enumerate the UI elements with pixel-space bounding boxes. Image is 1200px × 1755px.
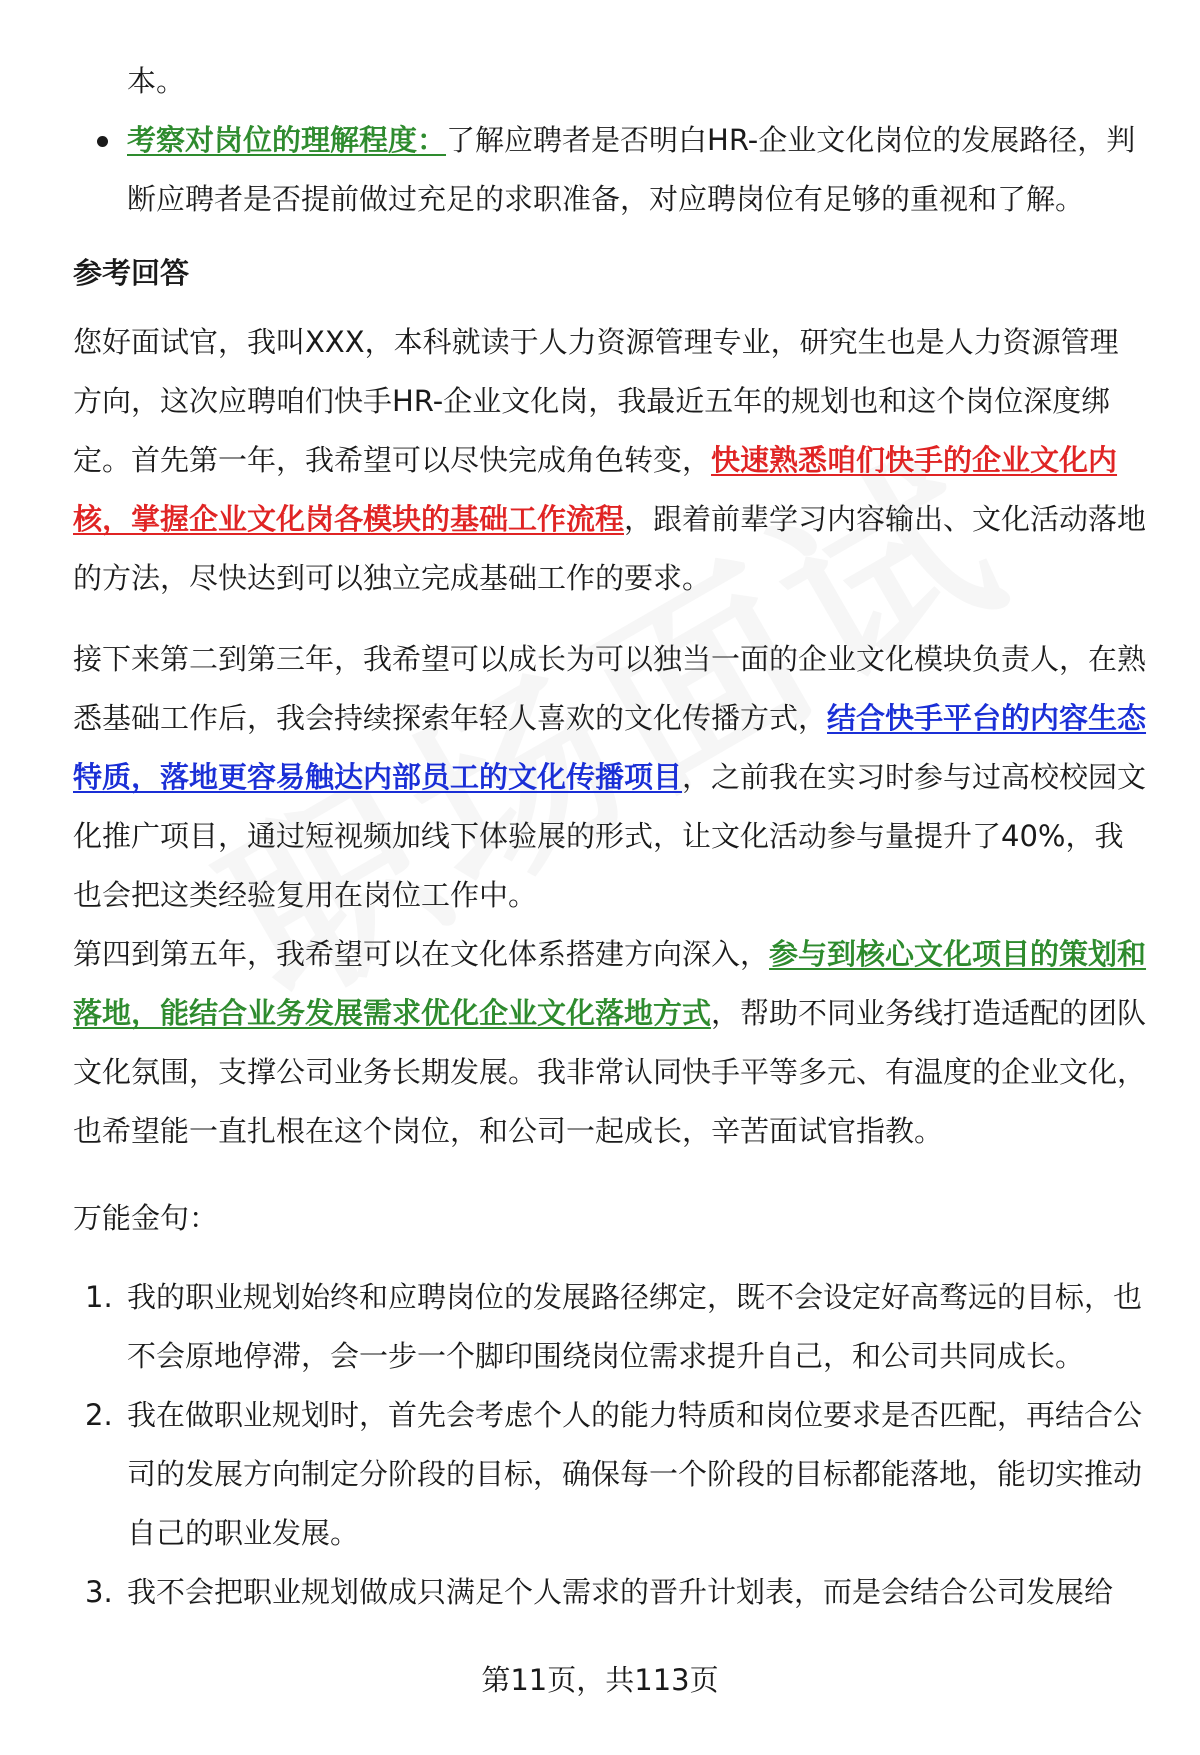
para1-text1: 您好面试官，我叫XXX，本科就读于人力资源管理专业，研究生也是人力资源管理方向，这次应聘咱们快手HR-企业文化岗，我最近五年的规划也和这个岗位深度绑定。首先第一年，我希望可以尽快完成角色转变，: [73, 325, 1119, 477]
golden-title: 万能金句：: [73, 1201, 219, 1235]
para2-text2: ，之前我在实习时参与过高校校园文化推广项目，通过短视频加线下体验展的形式，让文化活动参与量提升了40%，我也会把这类经验复用在岗位工作中。: [73, 760, 1147, 912]
para3-highlight: 参与到核心文化项目的策划和落地，能结合业务发展需求优化企业文化落地方式: [73, 937, 1147, 1030]
list-item: [73, 111, 1147, 229]
list-text: 我的职业规划始终和应聘岗位的发展路径绑定，既不会设定好高骛远的目标，也不会原地停滞，会一步一个脚印围绕岗位需求提升自己，和公司共同成长。: [127, 1280, 1143, 1373]
para3-text1: 第四到第五年，我希望可以在文化体系搭建方向深入，: [73, 937, 770, 971]
list-text: 我在做职业规划时，首先会考虑个人的能力特质和岗位要求是否匹配，再结合公司的发展方向制定分阶段的目标，确保每一个阶段的目标都能落地，能切实推动自己的职业发展。: [127, 1398, 1143, 1550]
answer-paragraph-2: [73, 630, 1147, 925]
bullet-text: 了解应聘者是否明白HR-企业文化岗位的发展路径，判断应聘者是否提前做过充足的求职准备，对应聘岗位有足够的重视和了解。: [127, 123, 1136, 216]
para1-text2: ，跟着前辈学习内容输出、文化活动落地的方法，尽快达到可以独立完成基础工作的要求。: [73, 502, 1147, 595]
intro-tail: 本。: [127, 64, 186, 98]
list-number: 1.: [85, 1280, 113, 1314]
answer-paragraph-3: [73, 925, 1147, 1161]
list-item: [73, 1268, 1147, 1386]
para3-text2: ，帮助不同业务线打造适配的团队文化氛围，支撑公司业务长期发展。我非常认同快手平等多元、有温度的企业文化，也希望能一直扎根在这个岗位，和公司一起成长，辛苦面试官指教。: [73, 996, 1147, 1148]
page-footer: 第11页，共113页: [481, 1663, 719, 1697]
para2-text1: 接下来第二到第三年，我希望可以成长为可以独当一面的企业文化模块负责人，在熟悉基础工作后，我会持续探索年轻人喜欢的文化传播方式，: [73, 642, 1147, 735]
list-item: [73, 1386, 1147, 1563]
list-text: 我不会把职业规划做成只满足个人需求的晋升计划表，而是会结合公司发展给: [127, 1575, 1114, 1609]
para1-highlight: 快速熟悉咱们快手的企业文化内核，掌握企业文化岗各模块的基础工作流程: [73, 443, 1118, 536]
list-item: [73, 1563, 1147, 1622]
page-content: [73, 52, 1147, 1622]
list-number: 2.: [85, 1398, 113, 1432]
golden-list: [73, 1268, 1147, 1622]
list-number: 3.: [85, 1575, 113, 1609]
bullet-list: [73, 111, 1147, 229]
answer-paragraph-1: [73, 313, 1147, 608]
section-title: 参考回答: [73, 256, 190, 290]
bullet-label: 考察对岗位的理解程度：: [127, 123, 447, 157]
para2-highlight: 结合快手平台的内容生态特质，落地更容易触达内部员工的文化传播项目: [73, 701, 1147, 794]
